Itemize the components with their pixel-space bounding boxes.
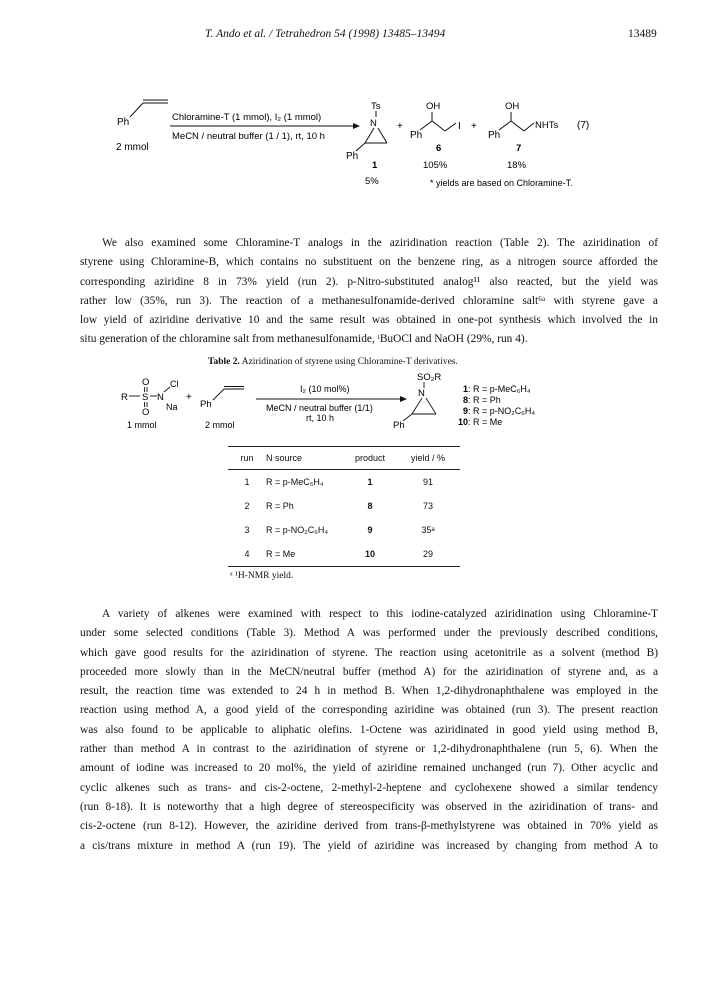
cell-yield: 29 xyxy=(396,542,460,567)
condition-line-2: MeCN / neutral buffer (1/1) xyxy=(266,403,373,413)
equation-label: (7) xyxy=(577,120,590,131)
cell-yield: 91 xyxy=(422,477,433,487)
reagent-r: R xyxy=(121,392,128,403)
plus-sign: + xyxy=(186,392,192,403)
paragraph-line: rather low (35%, run 3). The reaction of a methanesulfonamide-derived chloramine salt⁶ᵃ with styrene gave a xyxy=(80,294,658,307)
aminoalcohol-structure xyxy=(499,112,534,131)
reagent-s: S xyxy=(142,392,149,403)
legend-text: : R = Me xyxy=(468,417,503,427)
plus-sign-2: + xyxy=(471,121,477,132)
cell-run: 2 xyxy=(244,501,250,511)
aziridine-ring xyxy=(356,128,387,151)
running-title: T. Ando et al. / Tetrahedron 54 (1998) 13485–13494 xyxy=(205,28,446,40)
paragraph-line: A variety of alkenes were examined with respect to this iodine-catalyzed aziridination using Chloramine-T xyxy=(102,608,658,620)
paragraph-line: under some selected conditions (Table 3). Method A was performed under the previously described conditions, xyxy=(80,627,658,640)
legend-number: 8 xyxy=(462,395,468,405)
cell-run: 3 xyxy=(244,525,250,535)
cell-product: 8 xyxy=(367,501,373,511)
legend-number: 1 xyxy=(462,384,468,394)
paragraph-line: cyclic alkenes such as trans- and cis-2-octene, 2-methyl-2-heptene and cyclohexene showed a similar tendency xyxy=(80,781,658,794)
page-number: 13489 xyxy=(628,28,657,40)
product6-oh: OH xyxy=(426,101,441,112)
cell-product: 1 xyxy=(367,477,373,487)
table2-caption-label: Table 2. xyxy=(208,357,240,367)
paragraph-2 xyxy=(80,605,658,856)
reagent-o-bottom: O xyxy=(142,407,150,418)
styrene-amount: 2 mmol xyxy=(205,420,235,430)
reagent-n: N xyxy=(157,392,164,403)
legend-number: 9 xyxy=(462,406,468,416)
condition-line-3: rt, 10 h xyxy=(306,413,335,423)
product1-ts: Ts xyxy=(371,101,381,112)
column-header-yield: yield / % xyxy=(396,447,460,470)
reagent-o-top: O xyxy=(142,377,150,388)
cell-run: 4 xyxy=(228,542,266,567)
product1-ph: Ph xyxy=(346,151,359,162)
substrate-amount: 2 mmol xyxy=(116,142,149,153)
product-legend xyxy=(458,384,535,427)
reagent-line-2: MeCN / neutral buffer (1 / 1), rt, 10 h xyxy=(172,131,325,142)
reagent-cl: Cl xyxy=(170,379,179,389)
product6-yield: 105% xyxy=(423,160,448,171)
product6-i: I xyxy=(458,121,461,132)
paragraph-line: styrene using Chloramine-B, which contains no substituent on the benzene ring, as a nitrogen source afforded the xyxy=(80,256,658,269)
paragraph-line: result, the reaction time was extended to 24 h in method B. When 1,2-dihydronaphthalene was employed in the xyxy=(80,685,658,698)
styrene-ph: Ph xyxy=(200,399,212,410)
product1-yield: 5% xyxy=(365,176,379,187)
column-header-run: run xyxy=(228,447,266,470)
legend-text: : R = Ph xyxy=(468,395,501,405)
cell-yield: 73 xyxy=(422,501,433,511)
paragraph-line: rather than method A in contrast to the aziridination of styrene or 1,2-dihydronaphthalene (run 5, 6). When the xyxy=(80,743,658,756)
reagent-amount: 1 mmol xyxy=(127,420,157,430)
paragraph-1 xyxy=(80,234,658,350)
table-row xyxy=(228,494,460,518)
product7-yield: 18% xyxy=(507,160,527,171)
paragraph-line: corresponding aziridine 8 in 73% yield (run 2). p-Nitro-substituted analog¹¹ also reacted, but the yield was xyxy=(80,275,658,288)
table-header-row xyxy=(228,447,460,470)
paragraph-line: proceeded more slowly than in the MeCN/neutral buffer (method A) for the aziridination of styrene and, as a xyxy=(80,665,658,678)
paragraph-line: reaction using method A, a good yield of the corresponding aziridine was obtained (run 3). The present reaction xyxy=(80,704,658,717)
table2-data xyxy=(228,446,460,567)
plus-sign-1: + xyxy=(397,121,403,132)
cell-n-source: R = p-MeC₆H₄ xyxy=(266,477,324,487)
reaction-arrowhead xyxy=(400,396,407,402)
styrene-structure xyxy=(213,387,244,401)
paragraph-line: low yield of aziridine derivative 10 and the same result was obtained in one-pot synthesis which involved the in xyxy=(80,314,658,327)
paragraph-line: cis-2-octene (run 8-12). However, the aziridine derived from trans-β-methylstyrene was obtained in 70% yield as xyxy=(80,820,658,833)
product7-nhts: NHTs xyxy=(535,120,559,131)
table-row xyxy=(228,518,460,542)
cell-n-source: R = p-NO₂C₆H₄ xyxy=(266,525,329,535)
condition-line-1: I₂ (10 mol%) xyxy=(300,384,350,394)
product-ph: Ph xyxy=(393,420,405,431)
scheme-equation-7 xyxy=(0,0,720,200)
paragraph-line: (run 8-18). It is noteworthy that a high degree of stereospecificity was observed in the aziridination of trans- and xyxy=(80,800,658,813)
cell-yield: 35ᵃ xyxy=(421,525,435,535)
styrene-structure xyxy=(130,100,168,117)
paragraph-line: which gave good results for the aziridination of styrene. The reaction using acetonitrile as a solvent (method B) xyxy=(80,646,658,659)
cell-product: 9 xyxy=(367,525,373,535)
column-header-product: product xyxy=(344,447,396,470)
table-row xyxy=(228,542,460,567)
reagent-na: Na xyxy=(166,402,178,412)
legend-text: : R = p-NO₂C₆H₄ xyxy=(468,406,536,416)
cell-run: 1 xyxy=(244,477,250,487)
reaction-arrowhead xyxy=(353,123,360,129)
scheme-footnote: * yields are based on Chloramine-T. xyxy=(430,178,573,188)
product6-number: 6 xyxy=(436,143,442,154)
cell-n-source: R = Me xyxy=(266,542,344,567)
paragraph-line: amount of iodine was increased to 20 mol%, the yield of aziridine remained unchanged (run 7). Other acyclic and xyxy=(80,762,658,775)
product-n: N xyxy=(418,388,425,399)
cell-product: 10 xyxy=(344,542,396,567)
paragraph-line: was also found to be applicable to aliphatic olefins. 1-Octene was aziridinated in good yield using method B, xyxy=(80,723,658,736)
table-row xyxy=(228,470,460,495)
substrate-ph: Ph xyxy=(117,117,130,128)
table2-caption-text: Aziridination of styrene using Chloramine-T derivatives. xyxy=(241,357,458,367)
product6-ph: Ph xyxy=(410,130,423,141)
table2-footnote: ᵃ ¹H-NMR yield. xyxy=(230,571,294,581)
legend-text: : R = p-MeC₆H₄ xyxy=(468,384,531,394)
aziridine-ring xyxy=(403,398,436,421)
iodohydrin-structure xyxy=(420,112,456,131)
legend-number: 10 xyxy=(457,417,468,427)
paragraph-line: a cis/trans mixture in method A (run 19). The yield of aziridine was increased by changing from method A to xyxy=(80,839,658,852)
paragraph-line: situ generation of the chloramine salt from methanesulfonamide, ᵗBuOCl and NaOH (29%, run 4). xyxy=(80,333,528,346)
product1-n: N xyxy=(370,118,377,129)
product7-ph: Ph xyxy=(488,130,501,141)
reagent-line-1: Chloramine-T (1 mmol), I₂ (1 mmol) xyxy=(172,112,322,123)
cell-n-source: R = Ph xyxy=(266,501,294,511)
product1-number: 1 xyxy=(372,160,378,171)
product7-number: 7 xyxy=(516,143,522,154)
product-so2r: SO₂R xyxy=(417,372,442,383)
column-header-n-source: N source xyxy=(266,447,344,470)
product7-oh: OH xyxy=(505,101,520,112)
paragraph-line: We also examined some Chloramine-T analogs in the aziridination reaction (Table 2). The aziridination of xyxy=(102,237,658,249)
